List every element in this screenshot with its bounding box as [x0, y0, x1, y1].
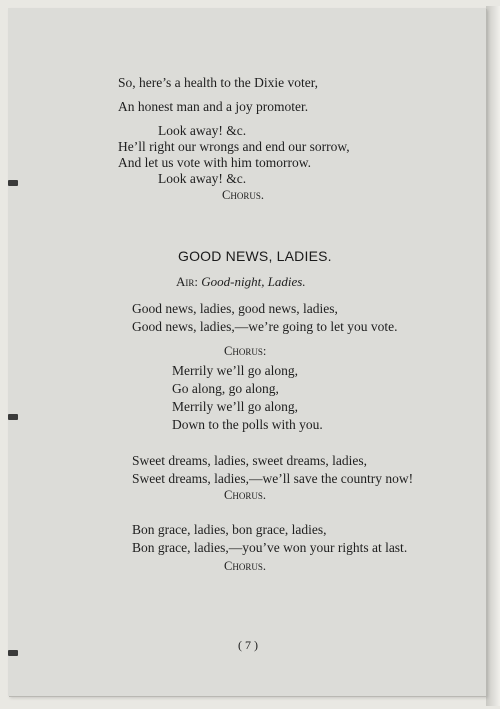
- document-page: [8, 8, 486, 696]
- chorus-marker: Chorus.: [224, 488, 266, 502]
- binding-staple: [8, 414, 18, 420]
- chorus-line: Down to the polls with you.: [172, 417, 323, 432]
- verse-line: Sweet dreams, ladies, sweet dreams, ladies,: [132, 453, 368, 468]
- chorus-line: Merrily we’ll go along,: [172, 399, 298, 414]
- chorus-label: Chorus:: [224, 344, 267, 358]
- verse-line: An honest man and a joy promoter.: [118, 99, 309, 114]
- chorus-marker: Chorus.: [224, 559, 266, 573]
- verse-line: Bon grace, ladies,—you’ve won your rights at last.: [132, 540, 408, 555]
- air-label: Air:: [176, 274, 198, 289]
- song-title: GOOD NEWS, LADIES.: [178, 248, 332, 264]
- verse-line: Look away! &c.: [158, 123, 247, 138]
- verse-line: Look away! &c.: [158, 171, 247, 186]
- verse-line: Sweet dreams, ladies,—we’ll save the country now!: [132, 471, 414, 486]
- binding-staple: [8, 180, 18, 186]
- page-number: ( 7 ): [238, 638, 258, 652]
- verse-line: He’ll right our wrongs and end our sorrow,: [118, 139, 350, 154]
- verse-line: Good news, ladies,—we’re going to let you vote.: [132, 319, 398, 334]
- chorus-marker: Chorus.: [222, 188, 264, 202]
- verse-line: So, here’s a health to the Dixie voter,: [118, 75, 319, 90]
- binding-staple: [8, 650, 18, 656]
- verse-line: Bon grace, ladies, bon grace, ladies,: [132, 522, 327, 537]
- chorus-line: Go along, go along,: [172, 381, 279, 396]
- page-edge: [486, 6, 500, 706]
- chorus-line: Merrily we’ll go along,: [172, 363, 298, 378]
- verse-line: Good news, ladies, good news, ladies,: [132, 301, 338, 316]
- air-line: [176, 274, 306, 290]
- verse-line: And let us vote with him tomorrow.: [118, 155, 311, 170]
- air-tune: Good-night, Ladies.: [201, 274, 306, 289]
